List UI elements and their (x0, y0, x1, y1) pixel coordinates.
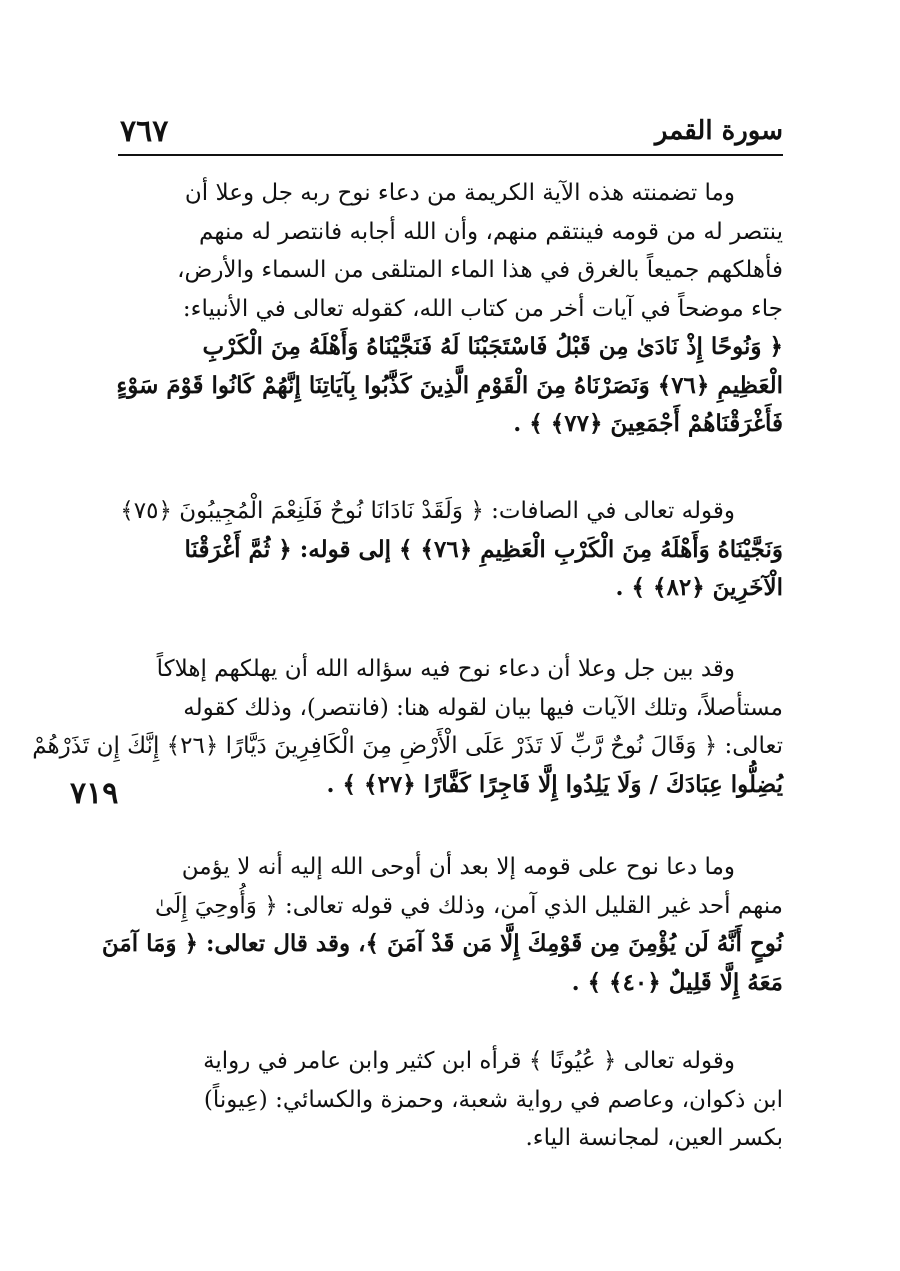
running-title: سورة القمر (654, 116, 783, 146)
text-line: ينتصر له من قومه فينتقم منهم، وأن الله أجابه فانتصر له منهم (199, 218, 783, 245)
quran-verse-line: وَنَجَّيْنَاهُ وَأَهْلَهُ مِنَ الْكَرْبِ الْعَظِيمِ ﴿٧٦﴾ ﴾ إلى قوله: ﴿ ثُمَّ أَغْرَقْنَا (184, 535, 783, 563)
page-header (118, 112, 783, 156)
text-line: ابن ذكوان، وعاصم في رواية شعبة، وحمزة والكسائي: (عِيوناً) (203, 1086, 783, 1113)
text-line: جاء موضحاً في آيات أخر من كتاب الله، كقوله تعالى في الأنبياء: (182, 295, 783, 322)
text-line: وقد بين جل وعلا أن دعاء نوح فيه سؤاله الله أن يهلكهم إهلاكاً (156, 656, 735, 682)
quran-verse-line: الْآخَرِينَ ﴿٨٢﴾ ﴾ . (615, 574, 783, 601)
paragraph-4 (101, 848, 783, 1002)
margin-page-number: ٧١٩ (70, 776, 119, 811)
paragraph-2 (118, 492, 783, 608)
text-line: منهم أحد غير القليل الذي آمن، وذلك في قوله تعالى: ﴿ وَأُوحِيَ إِلَىٰ (155, 892, 783, 919)
paragraph-1 (118, 174, 783, 444)
text-line: فأهلكهم جميعاً بالغرق في هذا الماء المتلقى من السماء والأرض، (177, 257, 783, 283)
text-line: وما تضمنته هذه الآية الكريمة من دعاء نوح ربه جل وعلا أن (184, 180, 735, 206)
quran-verse-line: نُوحٍ أَنَّهُ لَن يُؤْمِنَ مِن قَوْمِكَ إِلَّا مَن قَدْ آمَنَ ﴾، وقد قال تعالى: ﴿ وَمَا آمَنَ (101, 930, 783, 957)
quran-verse-line: يُضِلُّوا عِبَادَكَ / وَلَا يَلِدُوا إِلَّا فَاجِرًا كَفَّارًا ﴿٢٧﴾ ﴾ . (326, 770, 783, 798)
page-number: ٧٦٧ (120, 114, 169, 149)
text-line: تعالى: ﴿ وَقَالَ نُوحٌ رَّبِّ لَا تَذَرْ عَلَى الْأَرْضِ مِنَ الْكَافِرِينَ دَيَّارًا ﴿٢٦﴾ إِنَّكَ إِن تَذَرْهُمْ (32, 733, 783, 759)
text-line: وقوله تعالى في الصافات: ﴿ وَلَقَدْ نَادَانَا نُوحٌ فَلَنِعْمَ الْمُجِيبُونَ ﴿٧٥﴾ (120, 498, 735, 524)
text-line: وما دعا نوح على قومه إلا بعد أن أوحى الله إليه أنه لا يؤمن (181, 854, 735, 880)
text-line: بكسر العين، لمجانسة الياء. (525, 1125, 783, 1151)
text-line: مستأصلاً، وتلك الآيات فيها بيان لقوله هنا: (فانتصر)، وذلك كقوله (183, 694, 783, 721)
quran-verse-line: ﴿ وَنُوحًا إِذْ نَادَىٰ مِن قَبْلُ فَاسْتَجَبْنَا لَهُ فَنَجَّيْنَاهُ وَأَهْلَهُ مِنَ الْكَرْبِ (202, 333, 783, 360)
quran-verse-line: الْعَظِيمِ ﴿٧٦﴾ وَنَصَرْنَاهُ مِنَ الْقَوْمِ الَّذِينَ كَذَّبُوا بِآيَاتِنَا إِنَّهُمْ كَانُوا قَوْمَ سَوْءٍ (116, 371, 783, 399)
quran-verse-line: مَعَهُ إِلَّا قَلِيلٌ ﴿٤٠﴾ ﴾ . (571, 968, 783, 996)
text-line: وقوله تعالى ﴿ عُيُونًا ﴾ قرأه ابن كثير وابن عامر في رواية (203, 1048, 735, 1074)
paragraph-5 (118, 1042, 783, 1158)
quran-verse-line: فَأَغْرَقْنَاهُمْ أَجْمَعِينَ ﴿٧٧﴾ ﴾ . (513, 410, 783, 437)
